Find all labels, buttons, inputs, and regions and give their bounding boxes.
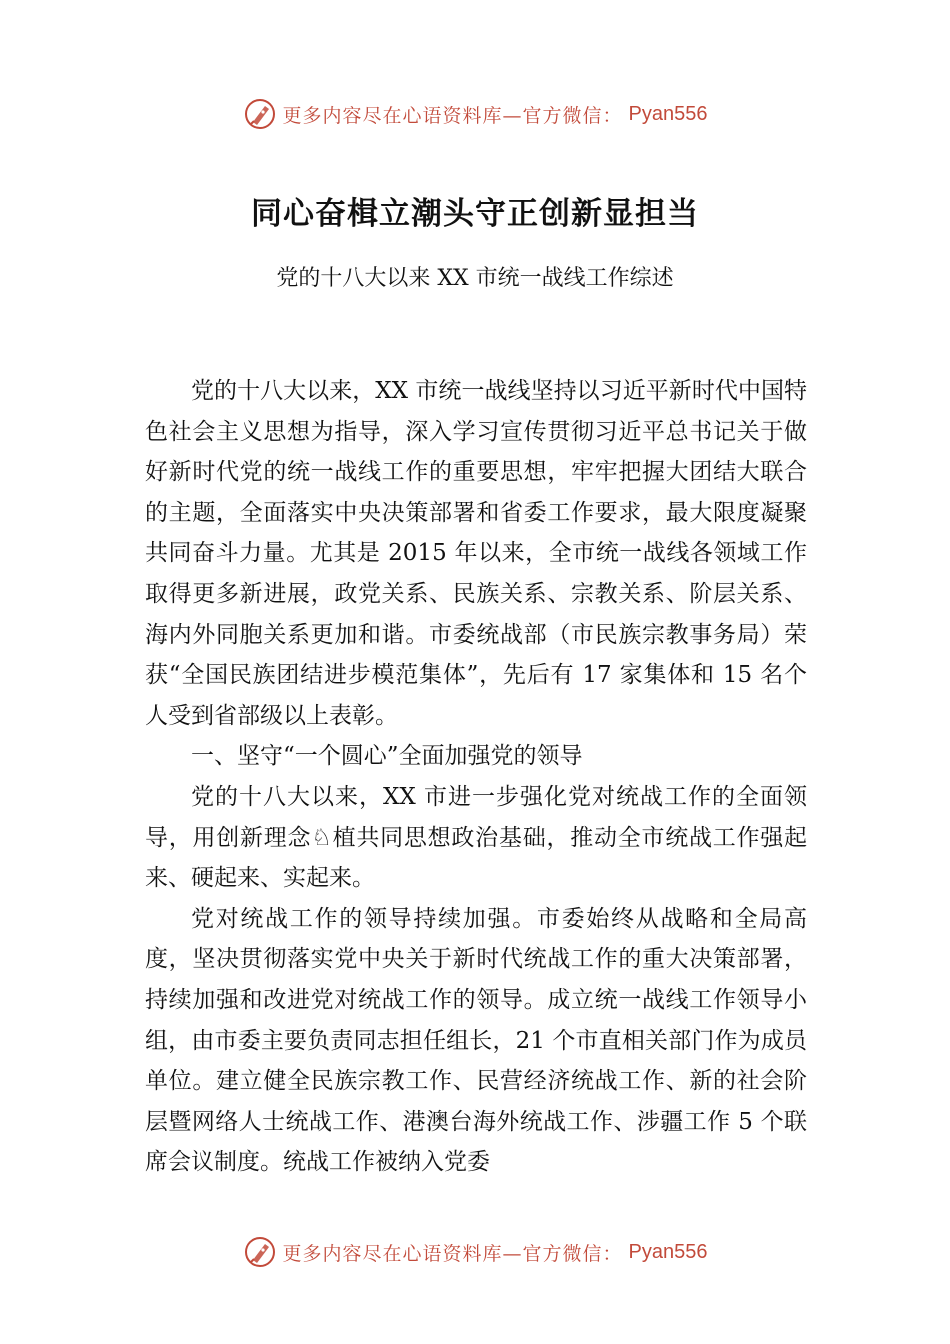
banner-wechat-id: Pyan556 — [628, 1240, 708, 1263]
document-subtitle: 党的十八大以来 XX 市统一战线工作综述 — [276, 266, 674, 291]
section-heading: 一、坚守“一个圆心”全面加强党的领导 — [191, 743, 583, 770]
footer-watermark-banner — [0, 1232, 950, 1272]
banner-text: 更多内容尽在心语资料库—官方微信： — [282, 104, 623, 127]
banner-wechat-id: Pyan556 — [628, 102, 708, 125]
document-title: 同心奋楫立潮头守正创新显担当 — [251, 196, 699, 232]
banner-text: 更多内容尽在心语资料库—官方微信： — [282, 1242, 623, 1265]
pen-nib-logo-icon — [243, 1235, 277, 1269]
pen-nib-logo-icon — [243, 97, 277, 131]
paragraph: 党对统战工作的领导持续加强。市委始终从战略和全局高度，坚决贯彻落实党中央关于新时代统战工作的重大决策部署，持续加强和改进党对统战工作的领导。成立统一战线工作领导小组，由市委主要负责同志担任组长，21 个市直相关部门作为成员单位。建立健全民族宗教工作、民营经济统战工作、新的社会阶层暨网络人士统战工作、港澳台海外统战工作、涉疆工作 5 个联席会议制度。统战工作被纳入党委 — [145, 905, 807, 1176]
paragraph: 党的十八大以来，XX 市统一战线坚持以习近平新时代中国特色社会主义思想为指导，深入学习宣传贯彻习近平总书记关于做好新时代党的统一战线工作的重要思想，牢牢把握大团结大联合的主题，全面落实中央决策部署和省委工作要求，最大限度凝聚共同奋斗力量。尤其是 2015 年以来，全市统一战线各领域工作取得更多新进展，政党关系、民族关系、宗教关系、阶层关系、海内外同胞关系更加和谐。市委统战部（市民族宗教事务局）荣获“全国民族团结进步模范集体”，先后有 17 家集体和 15 名个人受到省部级以上表彰。 — [145, 378, 807, 729]
document-body — [145, 371, 807, 1183]
header-watermark-banner — [0, 94, 950, 134]
paragraph: 党的十八大以来，XX 市进一步强化党对统战工作的全面领导，用创新理念♘植共同思想政治基础，推动全市统战工作强起来、硬起来、实起来。 — [145, 783, 807, 892]
